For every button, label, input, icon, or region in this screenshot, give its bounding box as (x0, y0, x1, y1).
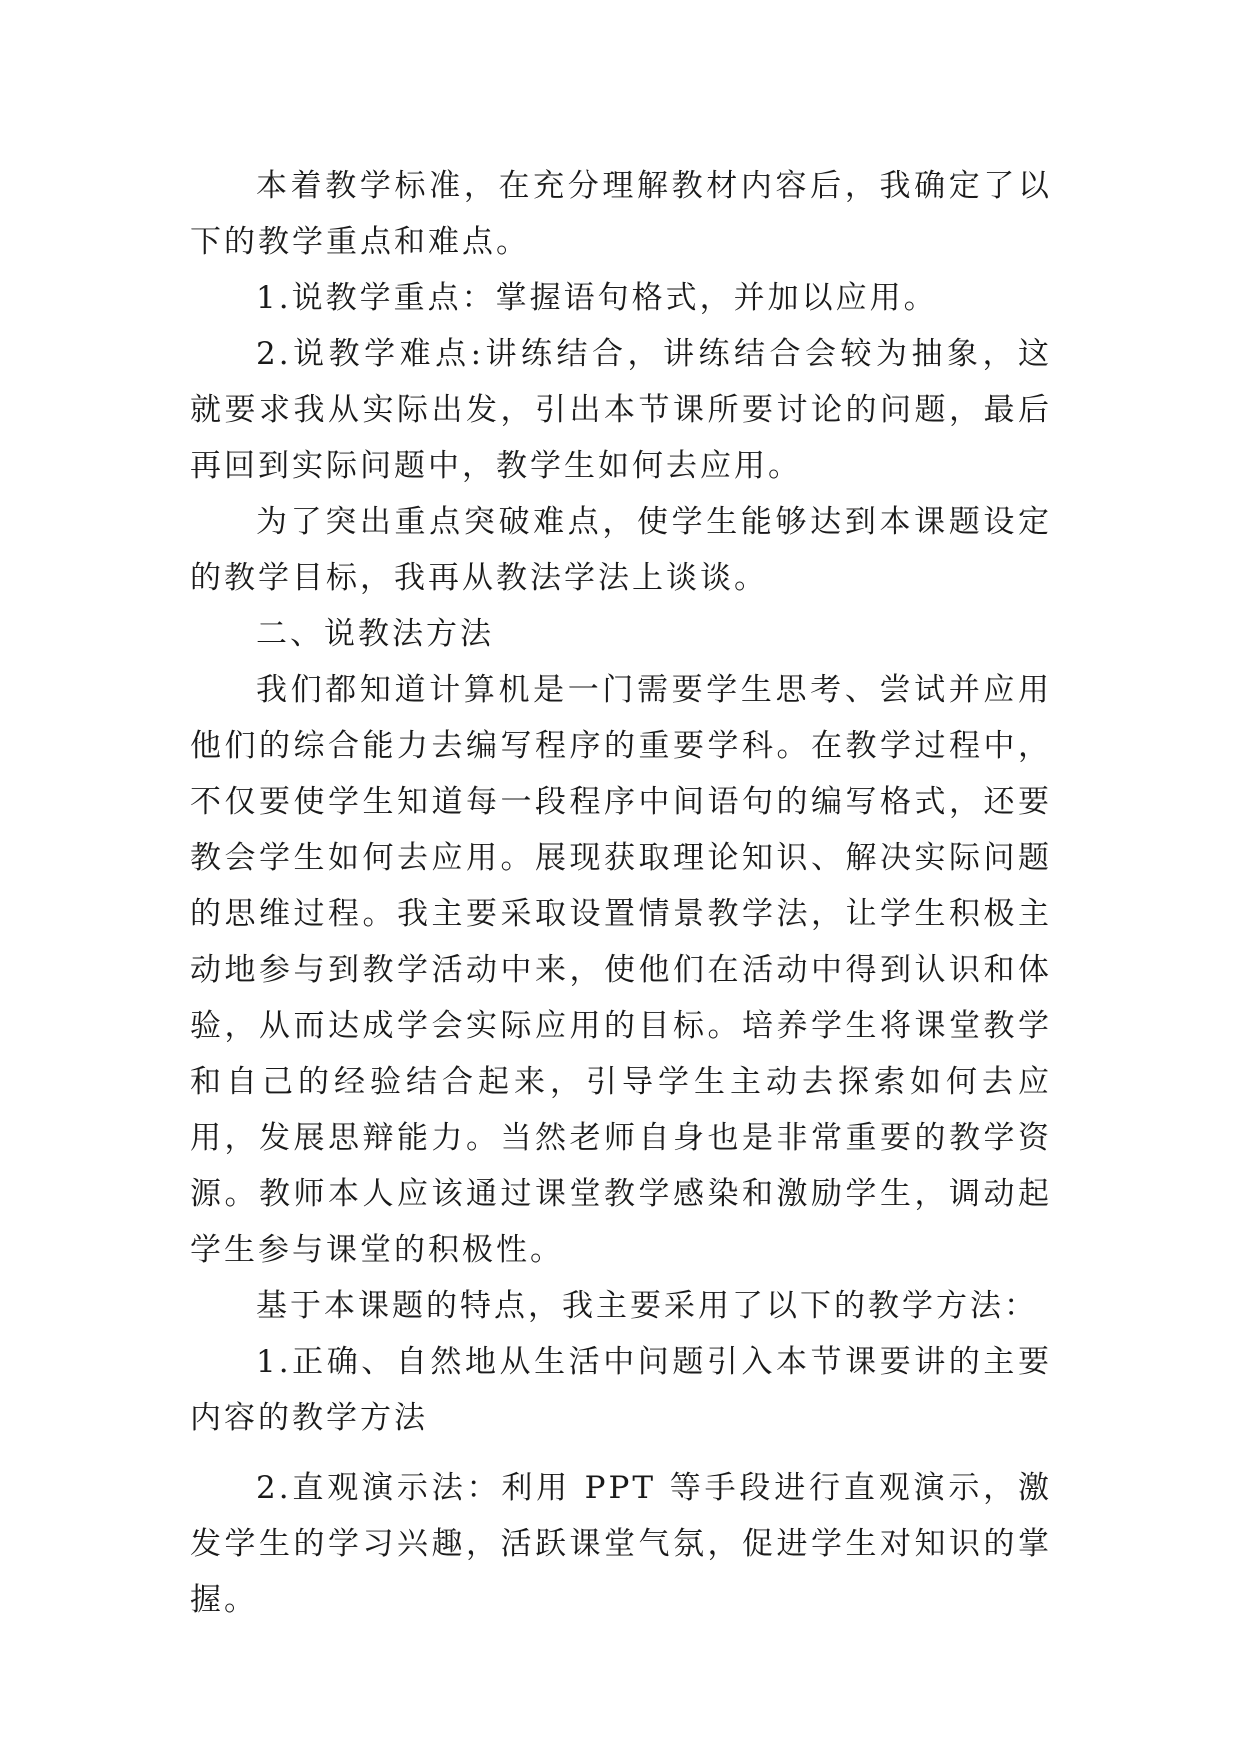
paragraph-transition: 为了突出重点突破难点，使学生能够达到本课题设定的教学目标，我再从教法学法上谈谈。 (190, 504, 1052, 596)
list-item-method-2: 2.直观演示法：利用 PPT 等手段进行直观演示，激发学生的学习兴趣，活跃课堂气氛，促进学生对知识的掌握。 (190, 1470, 1052, 1618)
paragraph-methods-intro: 基于本课题的特点，我主要采用了以下的教学方法： (256, 1288, 1038, 1324)
paragraph-methods-detail: 我们都知道计算机是一门需要学生思考、尝试并应用他们的综合能力去编写程序的重要学科。在教学过程中，不仅要使学生知道每一段程序中间语句的编写格式，还要教会学生如何去应用。展现获取理论知识、解决实际问题的思维过程。我主要采取设置情景教学法，让学生积极主动地参与到教学活动中来，使他们在活动中得到认识和体验，从而达成学会实际应用的目标。培养学生将课堂教学和自己的经验结合起来，引导学生主动去探索如何去应用，发展思辩能力。当然老师自身也是非常重要的教学资源。教师本人应该通过课堂教学感染和激励学生，调动起学生参与课堂的积极性。 (190, 672, 1052, 1268)
paragraph-intro: 本着教学标准，在充分理解教材内容后，我确定了以下的教学重点和难点。 (190, 168, 1052, 260)
document-body (190, 158, 1052, 1628)
paragraph-teaching-focus: 1.说教学重点：掌握语句格式，并加以应用。 (256, 280, 938, 316)
section-heading-methods: 二、说教法方法 (256, 616, 494, 652)
list-item-method-1: 1.正确、自然地从生活中问题引入本节课要讲的主要内容的教学方法 (190, 1344, 1052, 1436)
paragraph-teaching-difficulty: 2.说教学难点:讲练结合，讲练结合会较为抽象，这就要求我从实际出发，引出本节课所要讨论的问题，最后再回到实际问题中，教学生如何去应用。 (190, 336, 1052, 484)
